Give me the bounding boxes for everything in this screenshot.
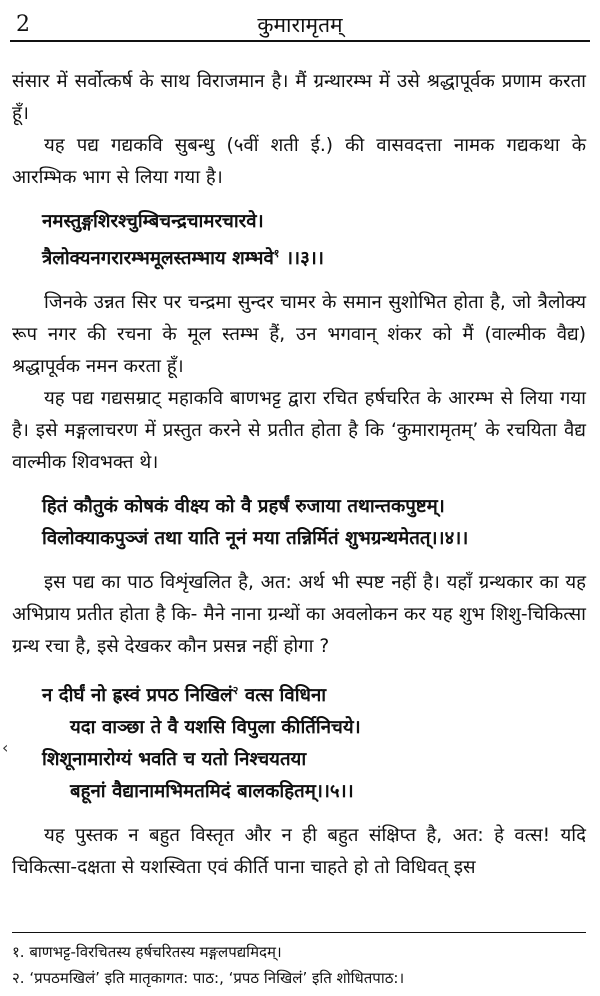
margin-mark: ‹	[2, 738, 9, 757]
paragraph-6: यह पुस्तक न बहुत विस्तृत और न ही बहुत संक्षिप्त है, अत: हे वत्स! यदि चिकित्सा-दक्षता से यशस्विता एवं कीर्ति पाना चाहते हो तो विधिवत् इस	[12, 825, 586, 879]
footnote-1: १. बाणभट्ट-विरचितस्य हर्षचरितस्य मङ्गलपद्यमिदम्।	[12, 943, 282, 961]
paragraph-3: जिनके उन्नत सिर पर चन्द्रमा सुन्दर चामर के समान सुशोभित होता है, जो त्रैलोक्य रूप नगर की रचना के मूल स्तम्भ हैं, उन भगवान् शंकर को मैं (वाल्मीक वैद्य) श्रद्धापूर्वक नमन करता हूँ।	[12, 292, 586, 378]
verse-3-number: ।।३।।	[279, 248, 324, 270]
verse-4-line-2: विलोक्याकपुञ्जं तथा याति नूनं मया तन्निर्मितं शुभग्रन्थमेतत्।।४।।	[42, 528, 469, 550]
paragraph-1: संसार में सर्वोत्कर्ष के साथ विराजमान है। मैं ग्रन्थारम्भ में उसे श्रद्धापूर्वक प्रणाम करता हूँ।	[12, 71, 586, 124]
paragraph-2: यह पद्य गद्यकवि सुबन्धु (५वीं शती ई.) की वासवदत्ता नामक गद्यकथा के आरम्भिक भाग से लिया गया है।	[12, 135, 586, 188]
verse-3-line-2-text: त्रैलोक्यनगरारम्भमूलस्तम्भाय शम्भवे	[42, 248, 274, 270]
page-header	[10, 6, 590, 42]
verse-5-line-2: यदा वाञ्छा ते वै यशसि विपुला कीर्तिनिचये।	[70, 717, 361, 739]
verse-5-line-3: शिशूनामारोग्यं भवति च यतो निश्चयतया	[42, 749, 307, 771]
verse-5-line-1-end: वत्स विधिना	[238, 685, 327, 707]
verse-5-line-4: बहूनां वैद्यानामभिमतमिदं बालकहितम्।।५।।	[70, 781, 354, 803]
footnote-marker-2: २	[232, 684, 239, 698]
footnotes	[12, 932, 586, 991]
verse-5-line-1	[12, 675, 586, 712]
verse-3-line-1: नमस्तुङ्गशिरश्चुम्बिचन्द्रचामरचारवे।	[42, 211, 264, 232]
paragraph-4: यह पद्य गद्यसम्राट् महाकवि बाणभट्ट द्वारा रचित हर्षचरित के आरम्भ से लिया गया है। इसे मङ्गलाचरण में प्रस्तुत करने से प्रतीत होता है कि ‘कुमारामृतम्’ के रचयिता वैद्य वाल्मीक शिवभक्त थे।	[12, 388, 586, 474]
page-body	[12, 66, 586, 884]
verse-3-line-2	[12, 238, 586, 275]
page-number: 2	[16, 12, 30, 37]
verse-5-line-1-text: न दीर्घं नो ह्रस्वं प्रपठ निखिलं	[42, 685, 233, 707]
verse-4-line-1: हितं कौतुकं कोषकं वीक्ष्य को वै प्रहर्षं रुजाया तथान्तकपुष्टम्।	[42, 496, 445, 518]
paragraph-5: इस पद्य का पाठ विशृंखलित है, अत: अर्थ भी स्पष्ट नहीं है। यहाँ ग्रन्थकार का यह अभिप्राय प्रतीत होता है कि- मैने नाना ग्रन्थों का अवलोकन कर यह शुभ शिशु-चिकित्सा ग्रन्थ रचा है, इसे देखकर कौन प्रसन्न नहीं होगा ?	[12, 572, 586, 658]
running-title: कुमारामृतम्	[257, 13, 343, 37]
footnote-2: २. ‘प्रपठमखिलं’ इति मातृकागत: पाठ:, ‘प्रपठ निखिलं’ इति शोधितपाठ:।	[12, 969, 405, 987]
footnote-marker-1: १	[273, 247, 280, 260]
